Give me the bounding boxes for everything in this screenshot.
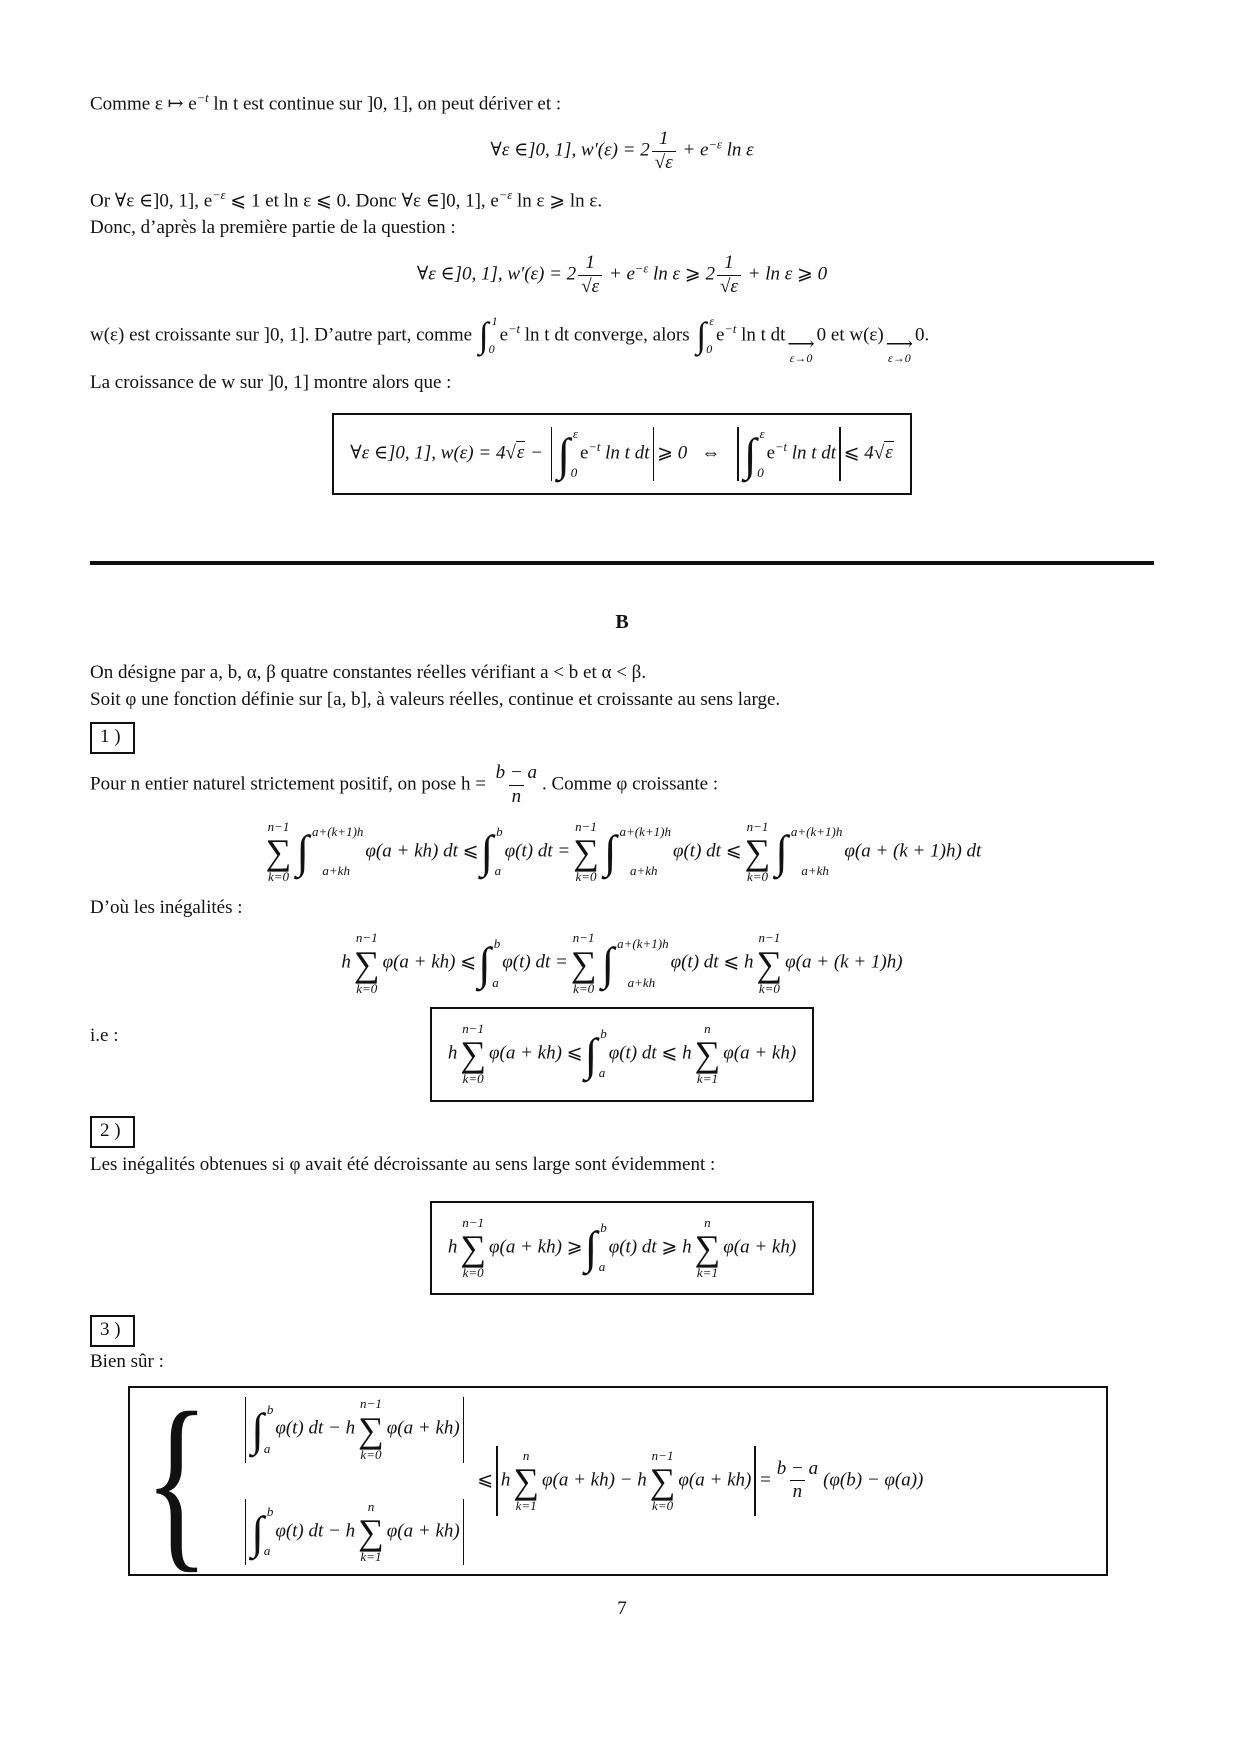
math-run: h bbox=[500, 1469, 511, 1491]
numerator: 1 bbox=[658, 128, 669, 150]
abs-bar bbox=[737, 427, 739, 481]
integral bbox=[744, 428, 765, 480]
boxed-result-1 bbox=[90, 1007, 1154, 1102]
case-row-1 bbox=[242, 1396, 468, 1463]
question-2-label: 2 ) bbox=[90, 1116, 135, 1148]
equiv-symbol: ⇔ bbox=[701, 442, 721, 464]
lower-limit: a bbox=[598, 1258, 606, 1274]
integral-sign: ∫ bbox=[296, 826, 309, 878]
math-run: ln t dt bbox=[600, 442, 650, 464]
integral bbox=[584, 1219, 607, 1274]
arrow: ⟶ bbox=[787, 334, 815, 356]
summation bbox=[358, 1499, 384, 1566]
abs-bar bbox=[839, 427, 841, 481]
math-run: φ(t) dt = bbox=[504, 840, 571, 862]
tends-to bbox=[886, 335, 913, 364]
equation-h-sums bbox=[90, 930, 1154, 997]
sqrt bbox=[874, 441, 894, 463]
sum-lower: k=0 bbox=[267, 869, 290, 885]
abs-bar bbox=[653, 427, 655, 481]
integral bbox=[557, 428, 578, 480]
math-run: h bbox=[447, 1042, 458, 1064]
abs-bar bbox=[754, 1446, 756, 1516]
paragraph-donc: Donc, d’après la première partie de la question : bbox=[90, 217, 456, 239]
fraction bbox=[578, 252, 602, 299]
radical-sign: √ bbox=[873, 442, 885, 464]
integral-limits bbox=[264, 1506, 274, 1558]
lower-limit: a bbox=[598, 1065, 606, 1081]
math-run: = bbox=[758, 1469, 772, 1491]
upper-limit: ε bbox=[572, 426, 579, 442]
boxed-result-3 bbox=[128, 1372, 1108, 1589]
numerator: b − a bbox=[495, 762, 537, 784]
math-run: φ(t) dt ⩾ h bbox=[608, 1236, 692, 1258]
sum-upper: n−1 bbox=[462, 1020, 485, 1036]
rhs-expression bbox=[477, 1446, 923, 1516]
summation bbox=[695, 1215, 721, 1282]
sigma-symbol: ∑ bbox=[570, 943, 597, 984]
sum-upper: n−1 bbox=[758, 930, 781, 946]
sum-upper: n bbox=[704, 1214, 711, 1230]
summation bbox=[573, 819, 599, 886]
math-run: ∀ε ∈]0, 1], w′(ε) = 2 bbox=[416, 263, 577, 285]
sum-lower: k=0 bbox=[575, 869, 597, 885]
math-run: + e bbox=[677, 139, 709, 161]
math-run: e bbox=[766, 442, 776, 464]
sigma-symbol: ∑ bbox=[460, 1227, 486, 1268]
math-run: φ(a + kh) ⩽ bbox=[382, 951, 477, 973]
exponent: −ε bbox=[634, 261, 649, 276]
fraction bbox=[493, 762, 540, 809]
math-run: φ(t) dt − h bbox=[275, 1417, 356, 1439]
math-run: h bbox=[447, 1236, 458, 1258]
summation bbox=[460, 1021, 486, 1088]
lower-limit: 0 bbox=[488, 341, 495, 356]
result-box bbox=[332, 413, 912, 495]
math-run: φ(a + kh) bbox=[386, 1520, 460, 1542]
integral-limits bbox=[309, 823, 364, 878]
sum-upper: n−1 bbox=[267, 818, 290, 834]
lower-limit: a+kh bbox=[801, 862, 829, 878]
math-run: e bbox=[580, 442, 589, 464]
math-run: φ(a + kh) bbox=[678, 1469, 752, 1491]
integral-limits bbox=[570, 428, 578, 480]
tends-to bbox=[787, 335, 814, 364]
integral bbox=[251, 1401, 274, 1456]
section-title: B bbox=[615, 611, 629, 634]
math-run: − bbox=[525, 442, 548, 464]
lower-limit: 0 bbox=[570, 465, 578, 481]
sigma-symbol: ∑ bbox=[694, 1227, 721, 1268]
question-1-label: 1 ) bbox=[90, 722, 135, 754]
integral-sign: ∫ bbox=[478, 938, 491, 990]
sum-upper: n−1 bbox=[746, 818, 769, 834]
sum-upper: n−1 bbox=[572, 930, 595, 946]
fraction bbox=[652, 128, 676, 175]
page-number: 7 bbox=[617, 1597, 627, 1619]
sum-lower: k=0 bbox=[462, 1071, 484, 1087]
numerator: 1 bbox=[724, 252, 734, 274]
question-1 bbox=[90, 722, 1154, 1102]
sigma-symbol: ∑ bbox=[358, 1512, 384, 1553]
summation bbox=[757, 930, 783, 997]
text-run: w(ε) est croissante sur ]0, 1]. D’autre part, comme bbox=[90, 324, 477, 346]
math-run: + ln ε ⩾ 0 bbox=[742, 263, 828, 285]
sigma-symbol: ∑ bbox=[513, 1460, 539, 1501]
integral-limits bbox=[597, 1028, 607, 1080]
integral-sign: ∫ bbox=[251, 1404, 264, 1456]
upper-limit: a+(k+1)h bbox=[619, 823, 671, 839]
ie-section bbox=[90, 1007, 1154, 1102]
sum-upper: n−1 bbox=[575, 818, 597, 834]
sigma-symbol: ∑ bbox=[573, 831, 599, 872]
sigma-symbol: ∑ bbox=[744, 831, 771, 872]
denominator: n bbox=[509, 785, 525, 809]
paragraph-dou: D’où les inégalités : bbox=[90, 897, 243, 919]
abs-bar bbox=[551, 427, 553, 481]
text-run: e bbox=[499, 324, 509, 346]
integral bbox=[480, 823, 503, 878]
math-run: (φ(b) − φ(a)) bbox=[823, 1469, 924, 1491]
math-run: φ(a + kh) bbox=[723, 1042, 797, 1064]
integral-sign: ∫ bbox=[557, 428, 570, 480]
sum-lower: k=0 bbox=[746, 869, 768, 885]
integral bbox=[775, 823, 843, 878]
question-2-intro: Les inégalités obtenues si φ avait été décroissante au sens large sont évidemment : bbox=[90, 1153, 716, 1175]
integral-sign: ∫ bbox=[478, 315, 489, 356]
radical-sign: √ bbox=[654, 152, 666, 174]
result-box bbox=[430, 1007, 814, 1102]
math-run: ln ε ⩾ 2 bbox=[648, 263, 715, 285]
question-3 bbox=[90, 1315, 1154, 1589]
abs-bar bbox=[245, 1397, 247, 1463]
math-run: φ(t) dt = bbox=[502, 951, 568, 973]
math-run: ⩾ 0 bbox=[657, 442, 688, 464]
integral bbox=[478, 935, 501, 990]
integral-limits bbox=[489, 315, 498, 357]
lower-limit: 0 bbox=[706, 341, 713, 356]
text-run: ln t dt bbox=[736, 324, 786, 346]
sum-upper: n−1 bbox=[360, 1396, 382, 1412]
question-1-intro bbox=[90, 762, 1154, 809]
radicand: ε bbox=[591, 275, 600, 297]
text-run: ln t dt converge, alors bbox=[520, 324, 695, 346]
question-2 bbox=[90, 1116, 1154, 1296]
radicand: ε bbox=[516, 442, 525, 464]
lower-limit: a+kh bbox=[629, 862, 658, 878]
abs-bar bbox=[496, 1446, 498, 1516]
upper-limit: b bbox=[266, 1401, 274, 1417]
math-run: φ(a + kh) − h bbox=[541, 1469, 647, 1491]
math-run: φ(a + kh) bbox=[386, 1417, 460, 1439]
integral-limits bbox=[616, 823, 671, 878]
sum-lower: k=0 bbox=[652, 1498, 674, 1514]
integral-limits bbox=[597, 1219, 607, 1274]
arrow-subscript: ε→0 bbox=[887, 351, 911, 366]
integral-sign: ∫ bbox=[584, 1028, 598, 1080]
radical-sign: √ bbox=[505, 442, 516, 464]
sum-upper: n−1 bbox=[651, 1447, 674, 1463]
text-run: 0 et w(ε) bbox=[816, 324, 884, 346]
integral-limits bbox=[491, 935, 501, 990]
exponent: −ε bbox=[498, 187, 513, 202]
math-run: φ(a + kh) ⩽ bbox=[488, 1042, 583, 1064]
integral bbox=[585, 1028, 607, 1080]
integral bbox=[251, 1506, 273, 1558]
integral-sign: ∫ bbox=[603, 826, 617, 878]
numerator: b − a bbox=[776, 1457, 819, 1479]
radical-sign: √ bbox=[581, 275, 592, 297]
paragraph-inequalities bbox=[90, 187, 1154, 215]
exponent: −t bbox=[196, 91, 209, 105]
integral bbox=[601, 935, 669, 990]
summation bbox=[266, 819, 292, 886]
sum-lower: k=1 bbox=[515, 1498, 537, 1514]
sigma-symbol: ∑ bbox=[756, 943, 783, 984]
upper-limit: a+(k+1)h bbox=[311, 823, 364, 839]
text-run: e bbox=[715, 324, 725, 346]
radicand: ε bbox=[665, 152, 673, 174]
sqrt bbox=[505, 441, 525, 463]
radicand: ε bbox=[885, 442, 893, 464]
question-3-intro: Bien sûr : bbox=[90, 1351, 164, 1373]
summation bbox=[571, 930, 597, 997]
upper-limit: a+(k+1)h bbox=[790, 823, 843, 839]
radical-sign: √ bbox=[719, 275, 731, 297]
summation bbox=[513, 1448, 539, 1515]
equation-w-prime-bound bbox=[90, 252, 1154, 299]
sum-upper: n−1 bbox=[355, 930, 378, 946]
sigma-symbol: ∑ bbox=[265, 831, 292, 872]
math-run: ⩽ 4 bbox=[843, 442, 874, 464]
denominator bbox=[717, 275, 741, 299]
integral-sign: ∫ bbox=[480, 826, 494, 878]
equation-w-prime bbox=[90, 128, 1154, 175]
case-row-2 bbox=[242, 1499, 468, 1566]
question-3-label: 3 ) bbox=[90, 1315, 135, 1347]
equation-riemann-sums bbox=[90, 819, 1154, 886]
math-run: φ(a + kh) dt ⩽ bbox=[365, 840, 479, 862]
sum-lower: k=0 bbox=[758, 980, 780, 996]
integral-limits bbox=[263, 1401, 274, 1456]
math-run: φ(t) dt ⩽ bbox=[672, 840, 742, 862]
lower-limit: a bbox=[494, 862, 502, 878]
paragraph-convergence bbox=[90, 315, 1154, 364]
abs-bar bbox=[463, 1397, 465, 1463]
text-run: ln ε ⩾ ln ε. bbox=[512, 190, 603, 212]
abs-bar bbox=[245, 1499, 247, 1565]
text-run: Pour n entier naturel strictement positif, on pose h = bbox=[90, 773, 491, 795]
paragraph-phi-def: Soit φ une fonction définie sur [a, b], à valeurs réelles, continue et croissante au sens large. bbox=[90, 689, 781, 711]
radicand: ε bbox=[730, 275, 738, 297]
integral-limits bbox=[614, 935, 669, 990]
lower-limit: a bbox=[263, 1440, 271, 1456]
math-run: ln ε bbox=[721, 139, 754, 161]
upper-limit: 1 bbox=[491, 313, 498, 328]
sigma-symbol: ∑ bbox=[353, 943, 380, 984]
fraction bbox=[717, 252, 741, 299]
integral bbox=[479, 315, 498, 357]
numerator: 1 bbox=[585, 252, 595, 274]
paragraph-constants: On désigne par a, b, α, β quatre constantes réelles vérifiant a < b et α < β. bbox=[90, 662, 647, 684]
exponent: −t bbox=[775, 440, 787, 455]
upper-limit: b bbox=[493, 935, 501, 951]
lower-limit: a+kh bbox=[322, 862, 350, 878]
summation bbox=[695, 1021, 721, 1088]
cases-column bbox=[242, 1396, 468, 1565]
integral-limits bbox=[756, 428, 764, 480]
denominator bbox=[578, 275, 602, 299]
upper-limit: b bbox=[496, 823, 503, 839]
math-run: φ(t) dt − h bbox=[275, 1520, 356, 1542]
integral-limits bbox=[493, 823, 503, 878]
math-run: φ(a + (k + 1)h) dt bbox=[844, 840, 982, 862]
summation bbox=[745, 819, 771, 886]
math-run: φ(a + kh) bbox=[723, 1236, 797, 1258]
math-run: ∀ε ∈]0, 1], w′(ε) = 2 bbox=[490, 139, 650, 161]
math-run: φ(t) dt ⩽ h bbox=[608, 1042, 692, 1064]
leq-symbol: ⩽ bbox=[477, 1469, 494, 1491]
sigma-symbol: ∑ bbox=[358, 1409, 384, 1450]
integral-sign: ∫ bbox=[696, 315, 707, 356]
exponent: −ε bbox=[708, 137, 722, 152]
sum-upper: n bbox=[367, 1498, 375, 1514]
upper-limit: ε bbox=[759, 426, 765, 442]
summation bbox=[650, 1448, 676, 1515]
summation bbox=[358, 1396, 384, 1463]
arrow-subscript: ε→0 bbox=[789, 351, 813, 366]
upper-limit: b bbox=[266, 1504, 274, 1520]
sigma-symbol: ∑ bbox=[649, 1460, 676, 1501]
denominator bbox=[652, 151, 676, 175]
boxed-result-A bbox=[90, 413, 1154, 495]
math-run: + e bbox=[604, 263, 635, 285]
sum-lower: k=1 bbox=[696, 1265, 718, 1281]
text-run: ⩽ 1 et ln ε ⩽ 0. Donc ∀ε ∈]0, 1], e bbox=[225, 190, 499, 212]
math-run: φ(t) dt ⩽ h bbox=[670, 951, 754, 973]
exponent: −t bbox=[508, 321, 521, 336]
text-run: Or ∀ε ∈]0, 1], e bbox=[90, 190, 213, 212]
result-box bbox=[430, 1201, 814, 1296]
math-run: h bbox=[341, 951, 351, 973]
text-run: 0. bbox=[914, 324, 930, 346]
text-run: Comme ε ↦ e bbox=[90, 93, 197, 115]
sigma-symbol: ∑ bbox=[694, 1034, 721, 1075]
upper-limit: b bbox=[600, 1026, 607, 1042]
summation bbox=[460, 1215, 486, 1282]
sum-upper: n−1 bbox=[462, 1214, 485, 1230]
exponent: −t bbox=[724, 321, 737, 336]
abs-bar bbox=[463, 1499, 465, 1565]
integral bbox=[296, 823, 364, 878]
cases-brace: { bbox=[144, 1372, 210, 1589]
upper-limit: ε bbox=[709, 313, 714, 328]
integral-sign: ∫ bbox=[251, 1506, 264, 1558]
lower-limit: a+kh bbox=[627, 974, 656, 990]
sum-lower: k=1 bbox=[360, 1549, 382, 1565]
lower-limit: a bbox=[263, 1543, 271, 1559]
upper-limit: a+(k+1)h bbox=[617, 935, 669, 951]
sigma-symbol: ∑ bbox=[460, 1034, 486, 1075]
boxed-result-2 bbox=[90, 1201, 1154, 1296]
lower-limit: a bbox=[492, 974, 499, 990]
lower-limit: 0 bbox=[757, 465, 764, 481]
text-run: ln t est continue sur ]0, 1], on peut dériver et : bbox=[208, 93, 562, 115]
exponent: −ε bbox=[212, 187, 226, 202]
sum-lower: k=0 bbox=[573, 980, 595, 996]
math-run: ln t dt bbox=[786, 442, 837, 464]
integral-limits bbox=[706, 315, 714, 357]
sum-upper: n bbox=[704, 1020, 711, 1036]
sum-lower: k=1 bbox=[696, 1071, 718, 1087]
integral bbox=[603, 823, 671, 878]
fraction bbox=[774, 1458, 821, 1505]
exponent: −t bbox=[588, 440, 601, 455]
sum-lower: k=0 bbox=[356, 980, 378, 996]
summation bbox=[354, 930, 380, 997]
math-run: φ(a + kh) ⩾ bbox=[488, 1236, 583, 1258]
integral-limits bbox=[788, 823, 843, 878]
integral-sign: ∫ bbox=[601, 938, 615, 990]
math-run: φ(a + (k + 1)h) bbox=[785, 951, 903, 973]
paragraph-croissance: La croissance de w sur ]0, 1] montre alors que : bbox=[90, 372, 452, 394]
integral-sign: ∫ bbox=[584, 1222, 598, 1274]
paragraph-continuity bbox=[90, 90, 1154, 118]
denominator: n bbox=[790, 1480, 806, 1504]
sum-lower: k=0 bbox=[360, 1446, 382, 1462]
text-run: . Comme φ croissante : bbox=[542, 773, 719, 795]
sum-lower: k=0 bbox=[462, 1265, 484, 1281]
math-run: ∀ε ∈]0, 1], w(ε) = 4 bbox=[350, 442, 506, 464]
section-divider bbox=[90, 561, 1154, 565]
upper-limit: b bbox=[600, 1219, 607, 1235]
integral-sign: ∫ bbox=[743, 428, 757, 480]
integral bbox=[696, 315, 714, 357]
integral-sign: ∫ bbox=[775, 826, 788, 878]
ie-label: i.e : bbox=[90, 1024, 119, 1046]
sum-upper: n bbox=[522, 1447, 530, 1463]
arrow: ⟶ bbox=[885, 334, 913, 356]
